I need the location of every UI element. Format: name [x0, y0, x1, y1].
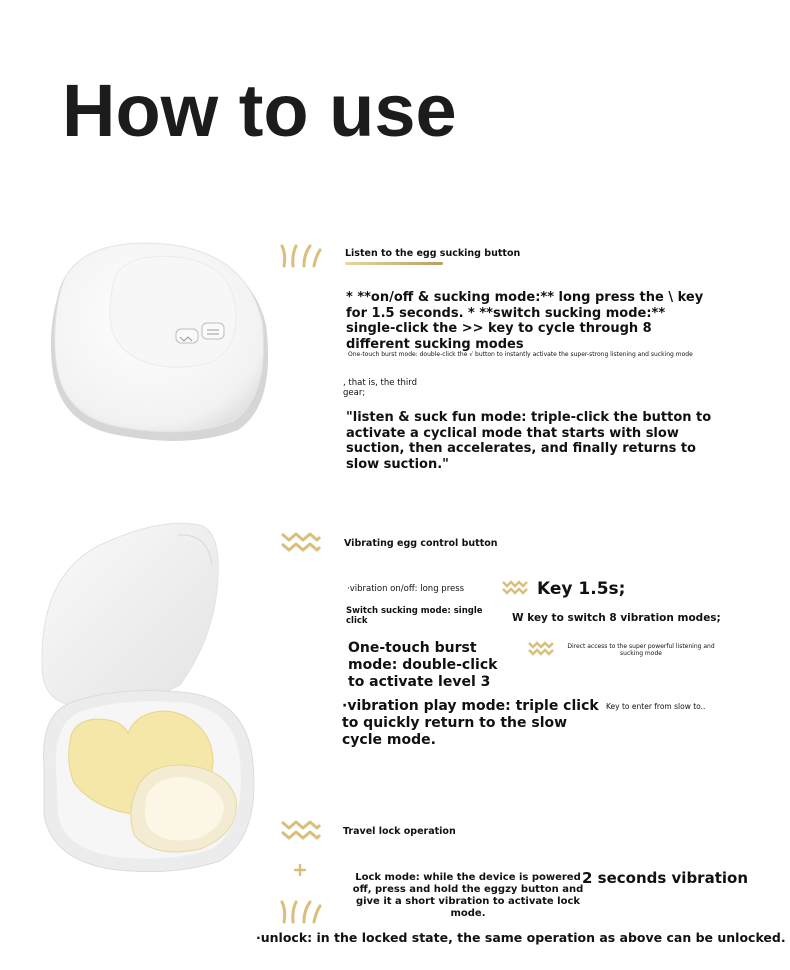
sound-wave-icon: [280, 242, 322, 268]
zigzag-icon-lock: [280, 818, 322, 844]
lock-mode-text: Lock mode: while the device is powered off, press and hold the eggzy button and give it a short vibration to activate lock mode.: [352, 872, 584, 919]
switch-mode-left-text: Switch sucking mode: single click: [346, 606, 483, 626]
direct-access-text: Direct access to the super powerful listening and sucking mode: [567, 643, 715, 658]
section1-underline: [345, 262, 443, 265]
section1-third-gear-text: , that is, the third gear;: [343, 378, 418, 398]
vibration-onoff-text: ·vibration on/off: long press: [347, 584, 465, 594]
section1-onoff-text: * **on/off & sucking mode:** long press the \ key for 1.5 seconds. * **switch sucking mode:** single-click the >> key to cycle through 8 different sucking modes: [346, 290, 704, 352]
key-time-text: Key 1.5s;: [537, 579, 626, 599]
play-right-text: Key to enter from slow to..: [606, 702, 706, 711]
page-title: How to use: [62, 69, 457, 152]
switch-mode-right-text: W key to switch 8 vibration modes;: [512, 612, 721, 624]
vibration-play-text: ·vibration play mode: triple click to quickly return to the slow cycle mode.: [342, 698, 599, 748]
zigzag-icon: [280, 530, 322, 556]
zigzag-small-icon: [502, 580, 528, 596]
suction-device-illustration: [38, 235, 278, 450]
plus-icon: [294, 864, 306, 876]
section1-fun-mode-text: "listen & suck fun mode: triple-click the button to activate a cyclical mode that starts with slow suction, then accelerates, and finally returns to slow suction.": [346, 410, 712, 472]
section3-heading: Travel lock operation: [343, 826, 456, 837]
unlock-text: ·unlock: in the locked state, the same operation as above can be unlocked.: [256, 930, 786, 945]
section1-burst-text: One-touch burst mode: double-click the √ button to instantly activate the super-strong listening and sucking mode: [348, 351, 693, 358]
burst-mode-text: One-touch burst mode: double-click to activate level 3: [348, 640, 498, 690]
section1-heading: Listen to the egg sucking button: [345, 248, 521, 259]
section2-heading: Vibrating egg control button: [344, 538, 498, 549]
sound-wave-icon-bottom: [280, 898, 322, 924]
vibrating-egg-case-illustration: [30, 515, 280, 875]
two-second-vibration-text: 2 seconds vibration: [582, 869, 748, 887]
zigzag-small-icon-2: [528, 641, 554, 657]
